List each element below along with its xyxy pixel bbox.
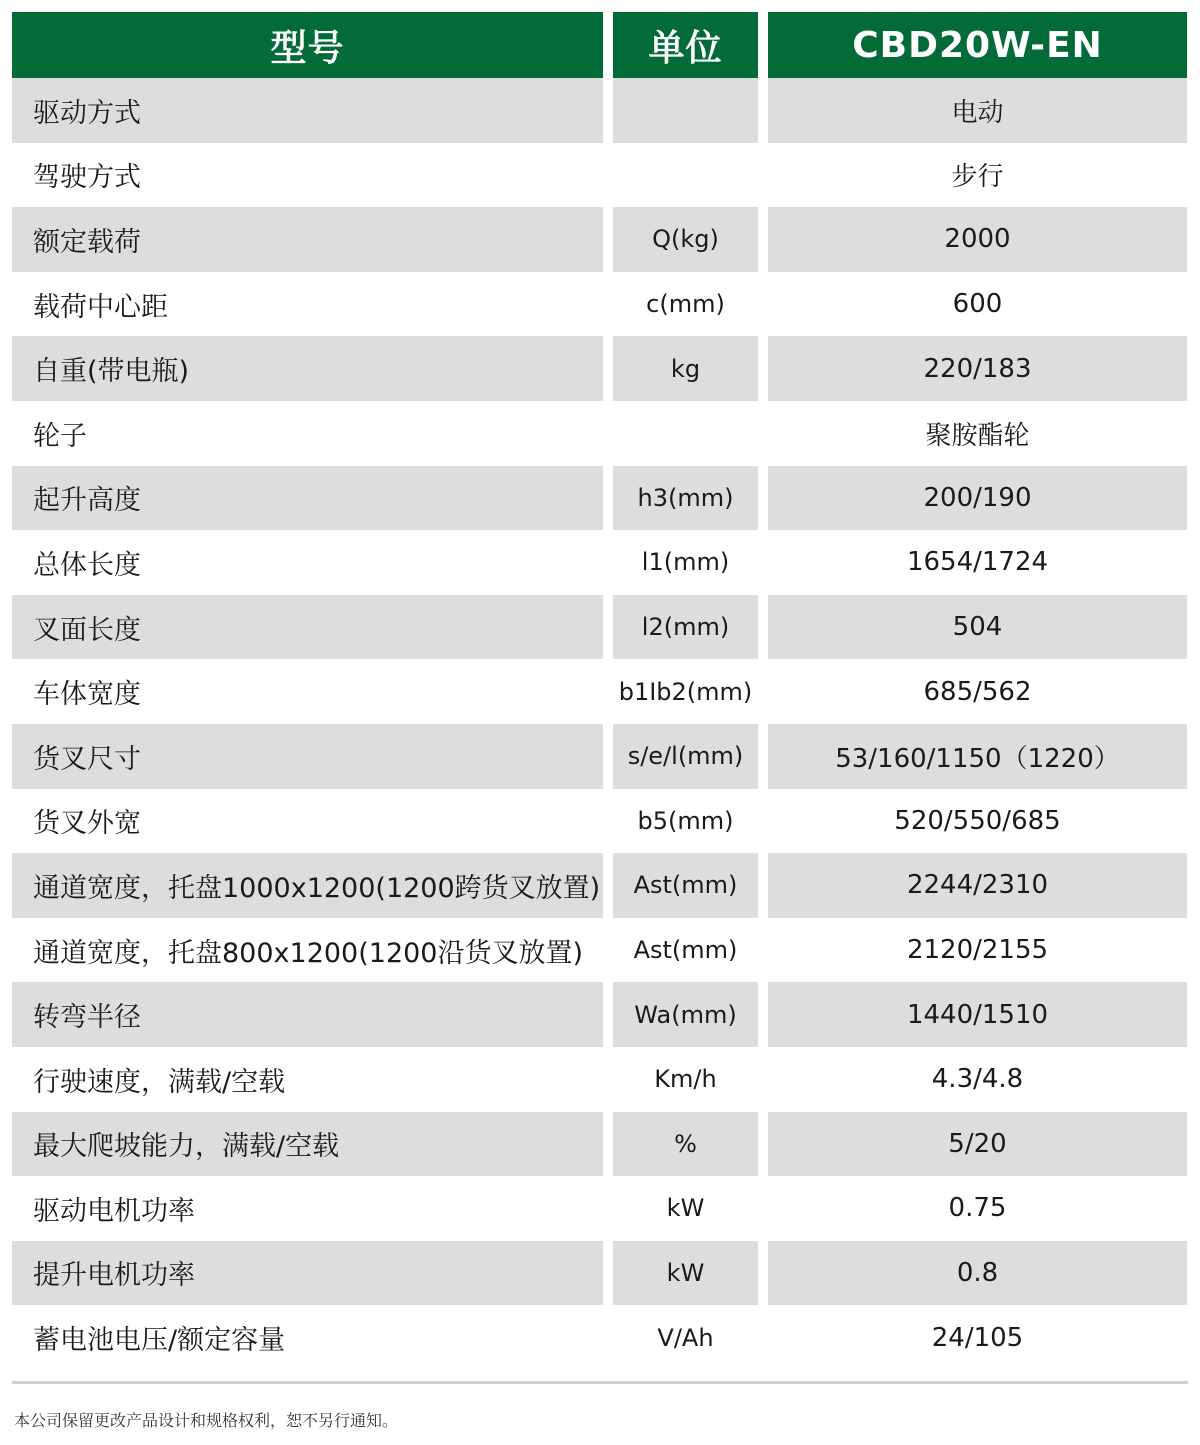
table-row [12, 595, 1188, 660]
row-name: 通道宽度，托盘800x1200(1200沿货叉放置) [33, 937, 584, 969]
row-name: 驱动电机功率 [33, 1195, 195, 1227]
row-name: 轮子 [33, 420, 87, 452]
row-value: 电动 [768, 78, 1187, 143]
row-name: 货叉外宽 [33, 808, 141, 840]
row-unit: Ast(mm) [613, 853, 758, 918]
row-value: 200/190 [768, 466, 1187, 531]
table-row [12, 1176, 1188, 1241]
table-row [12, 143, 1188, 208]
row-name: 货叉尺寸 [12, 724, 603, 789]
row-unit: l1(mm) [641, 548, 730, 577]
row-value: 1440/1510 [768, 982, 1187, 1047]
row-unit: h3(mm) [613, 466, 758, 531]
header-model-cell: 型号 [12, 12, 603, 78]
row-name: 叉面长度 [12, 595, 603, 660]
table-row [12, 272, 1188, 337]
row-unit: c(mm) [646, 290, 725, 319]
row-value: 520/550/685 [894, 805, 1061, 836]
row-value: 2244/2310 [768, 853, 1187, 918]
table-row [12, 78, 1188, 143]
row-unit: Q(kg) [613, 207, 758, 272]
row-value: 2000 [768, 207, 1187, 272]
row-value: 0.75 [948, 1193, 1007, 1224]
table-row [12, 336, 1188, 401]
table-row [12, 853, 1188, 918]
row-value: 504 [768, 595, 1187, 660]
row-value: 2120/2155 [906, 935, 1049, 966]
row-value: 53/160/1150（1220） [768, 724, 1187, 789]
row-name: 驱动方式 [12, 78, 603, 143]
row-name: 载荷中心距 [33, 291, 168, 323]
table-row [12, 1305, 1188, 1370]
row-name: 起升高度 [12, 466, 603, 531]
row-value: 685/562 [923, 676, 1032, 707]
row-unit: l2(mm) [613, 595, 758, 660]
row-unit [613, 401, 758, 466]
spec-table [12, 12, 1188, 1370]
row-value: 24/105 [931, 1322, 1024, 1353]
table-header-row [12, 12, 1188, 78]
row-value: 4.3/4.8 [931, 1064, 1024, 1095]
table-row [12, 982, 1188, 1047]
row-value: 0.8 [768, 1241, 1187, 1306]
row-name: 驾驶方式 [33, 162, 141, 194]
table-row [12, 1047, 1188, 1112]
table-row [12, 724, 1188, 789]
row-name: 最大爬坡能力，满载/空载 [12, 1112, 603, 1177]
row-unit: Ast(mm) [633, 936, 738, 965]
header-unit-cell: 单位 [613, 12, 758, 78]
row-value: 聚胺酯轮 [925, 420, 1030, 451]
row-unit: s/e/l(mm) [613, 724, 758, 789]
table-row [12, 207, 1188, 272]
table-row [12, 659, 1188, 724]
row-unit: kg [613, 336, 758, 401]
row-unit: kW [666, 1194, 705, 1223]
row-value: 600 [952, 289, 1003, 320]
row-unit: b5(mm) [637, 806, 734, 835]
row-unit: Km/h [654, 1065, 717, 1094]
table-row [12, 1241, 1188, 1306]
row-name: 额定载荷 [12, 207, 603, 272]
row-unit [613, 143, 758, 208]
row-name: 车体宽度 [33, 679, 141, 711]
row-name: 蓄电池电压/额定容量 [33, 1325, 286, 1357]
row-value: 1654/1724 [906, 547, 1049, 578]
row-name: 总体长度 [33, 549, 141, 581]
row-name: 提升电机功率 [12, 1241, 603, 1306]
table-row [12, 530, 1188, 595]
row-unit: % [613, 1112, 758, 1177]
row-unit: kW [613, 1241, 758, 1306]
bottom-divider [12, 1381, 1188, 1384]
table-row [12, 789, 1188, 854]
table-row [12, 466, 1188, 531]
row-name: 通道宽度，托盘1000x1200(1200跨货叉放置) [12, 853, 603, 918]
row-value: 220/183 [768, 336, 1187, 401]
row-unit: Wa(mm) [613, 982, 758, 1047]
row-name: 自重(带电瓶) [12, 336, 603, 401]
row-unit: b1Ib2(mm) [618, 677, 753, 706]
table-row [12, 1112, 1188, 1177]
row-value: 步行 [951, 162, 1004, 193]
row-name: 转弯半径 [12, 982, 603, 1047]
row-unit: V/Ah [657, 1323, 714, 1352]
table-row [12, 401, 1188, 466]
header-value-cell: CBD20W-EN [768, 12, 1187, 78]
table-row [12, 918, 1188, 983]
row-value: 5/20 [768, 1112, 1187, 1177]
footnote: 本公司保留更改产品设计和规格权利，恕不另行通知。 [14, 1411, 399, 1430]
row-unit [613, 78, 758, 143]
row-name: 行驶速度，满载/空载 [33, 1066, 286, 1098]
